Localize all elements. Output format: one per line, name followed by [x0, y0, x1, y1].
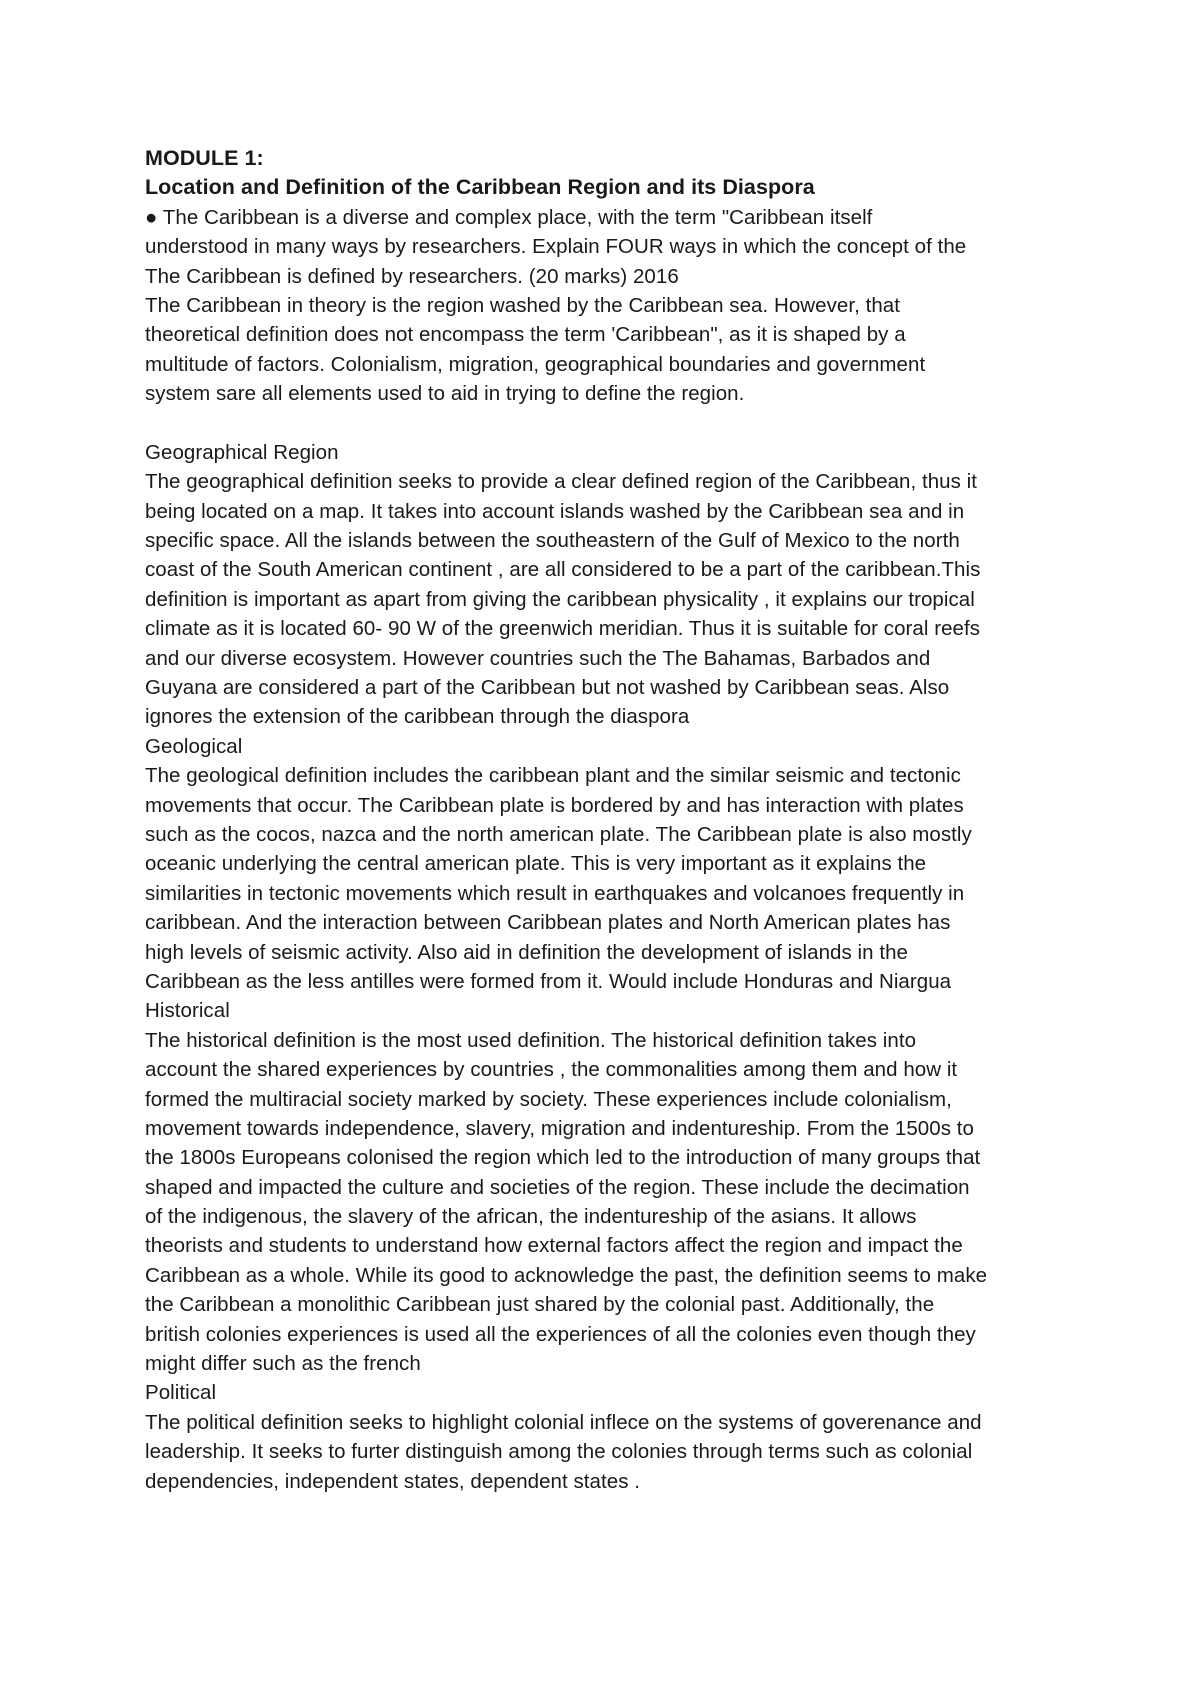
historical-line: movement towards independence, slavery, migration and indentureship. From the 1500s to — [145, 1116, 974, 1140]
historical-line: of the indigenous, the slavery of the african, the indentureship of the asians. It allows — [145, 1205, 917, 1229]
geological-section — [145, 732, 1065, 997]
political-line: dependencies, independent states, dependent states . — [145, 1469, 640, 1493]
geological-line: high levels of seismic activity. Also aid in definition the development of islands in the — [145, 940, 908, 964]
historical-line: theorists and students to understand how external factors affect the region and impact the — [145, 1234, 963, 1258]
geological-line: movements that occur. The Caribbean plate is bordered by and has interaction with plates — [145, 793, 964, 817]
document-body — [145, 144, 1065, 1496]
geographical-line: climate as it is located 60- 90 W of the greenwich meridian. Thus it is suitable for coral reefs — [145, 617, 981, 641]
historical-line: account the shared experiences by countries , the commonalities among them and how it — [145, 1058, 958, 1082]
historical-line: formed the multiracial society marked by society. These experiences include colonialism, — [145, 1087, 952, 1111]
geographical-line: and our diverse ecosystem. However countries such the The Bahamas, Barbados and — [145, 646, 931, 670]
intro-line: system sare all elements used to aid in trying to define the region. — [145, 382, 745, 406]
geographical-line: ignores the extension of the caribbean through the diaspora — [145, 705, 690, 729]
intro-line: theoretical definition does not encompass the term 'Caribbean", as it is shaped by a — [145, 323, 906, 347]
geological-heading: Geological — [145, 734, 243, 758]
historical-line: might differ such as the french — [145, 1352, 421, 1376]
geographical-line: The geographical definition seeks to provide a clear defined region of the Caribbean, thus it — [145, 470, 978, 494]
intro-line: multitude of factors. Colonialism, migration, geographical boundaries and government — [145, 352, 926, 376]
historical-section — [145, 996, 1065, 1378]
historical-line: shaped and impacted the culture and societies of the region. These include the decimation — [145, 1175, 970, 1199]
question-line: The Caribbean is defined by researchers. (20 marks) 2016 — [145, 264, 679, 288]
political-heading: Political — [145, 1381, 217, 1405]
historical-line: british colonies experiences is used all the experiences of all the colonies even though they — [145, 1322, 976, 1346]
geological-line: caribbean. And the interaction between Caribbean plates and North American plates has — [145, 911, 951, 935]
geographical-section — [145, 438, 1065, 732]
geological-line: such as the cocos, nazca and the north american plate. The Caribbean plate is also mostly — [145, 822, 972, 846]
geological-line: The geological definition includes the caribbean plant and the similar seismic and tectonic — [145, 764, 961, 788]
intro-paragraph — [145, 291, 1065, 409]
historical-line: the 1800s Europeans colonised the region which led to the introduction of many groups that — [145, 1146, 981, 1170]
section-title: Location and Definition of the Caribbean Region and its Diaspora — [145, 175, 815, 200]
historical-line: The historical definition is the most used definition. The historical definition takes into — [145, 1028, 917, 1052]
geological-line: oceanic underlying the central american plate. This is very important as it explains the — [145, 852, 927, 876]
paragraph-spacer — [145, 409, 1065, 438]
geographical-line: specific space. All the islands between the southeastern of the Gulf of Mexico to the north — [145, 529, 960, 553]
geological-line: Caribbean as the less antilles were formed from it. Would include Honduras and Niargua — [145, 969, 952, 993]
political-line: The political definition seeks to highlight colonial inflece on the systems of goverenance and — [145, 1410, 982, 1434]
political-section — [145, 1378, 1065, 1496]
geographical-line: being located on a map. It takes into account islands washed by the Caribbean sea and in — [145, 499, 965, 523]
historical-line: the Caribbean a monolithic Caribbean just shared by the colonial past. Additionally, the — [145, 1293, 935, 1317]
exam-question — [145, 203, 1065, 291]
historical-line: Caribbean as a whole. While its good to acknowledge the past, the definition seems to make — [145, 1263, 988, 1287]
geological-line: similarities in tectonic movements which result in earthquakes and volcanoes frequently in — [145, 881, 965, 905]
geographical-line: Guyana are considered a part of the Caribbean but not washed by Caribbean seas. Also — [145, 676, 950, 700]
geographical-line: coast of the South American continent , are all considered to be a part of the caribbean.This — [145, 558, 981, 582]
question-line: understood in many ways by researchers. Explain FOUR ways in which the concept of the — [145, 235, 967, 259]
political-line: leadership. It seeks to furter distinguish among the colonies through terms such as colonial — [145, 1440, 973, 1464]
intro-line: The Caribbean in theory is the region washed by the Caribbean sea. However, that — [145, 293, 900, 317]
question-line: ● The Caribbean is a diverse and complex place, with the term "Caribbean itself — [145, 205, 873, 229]
geographical-line: definition is important as apart from giving the caribbean physicality , it explains our tropical — [145, 587, 975, 611]
historical-heading: Historical — [145, 999, 230, 1023]
module-title: MODULE 1: — [145, 146, 264, 170]
geographical-heading: Geographical Region — [145, 440, 339, 464]
